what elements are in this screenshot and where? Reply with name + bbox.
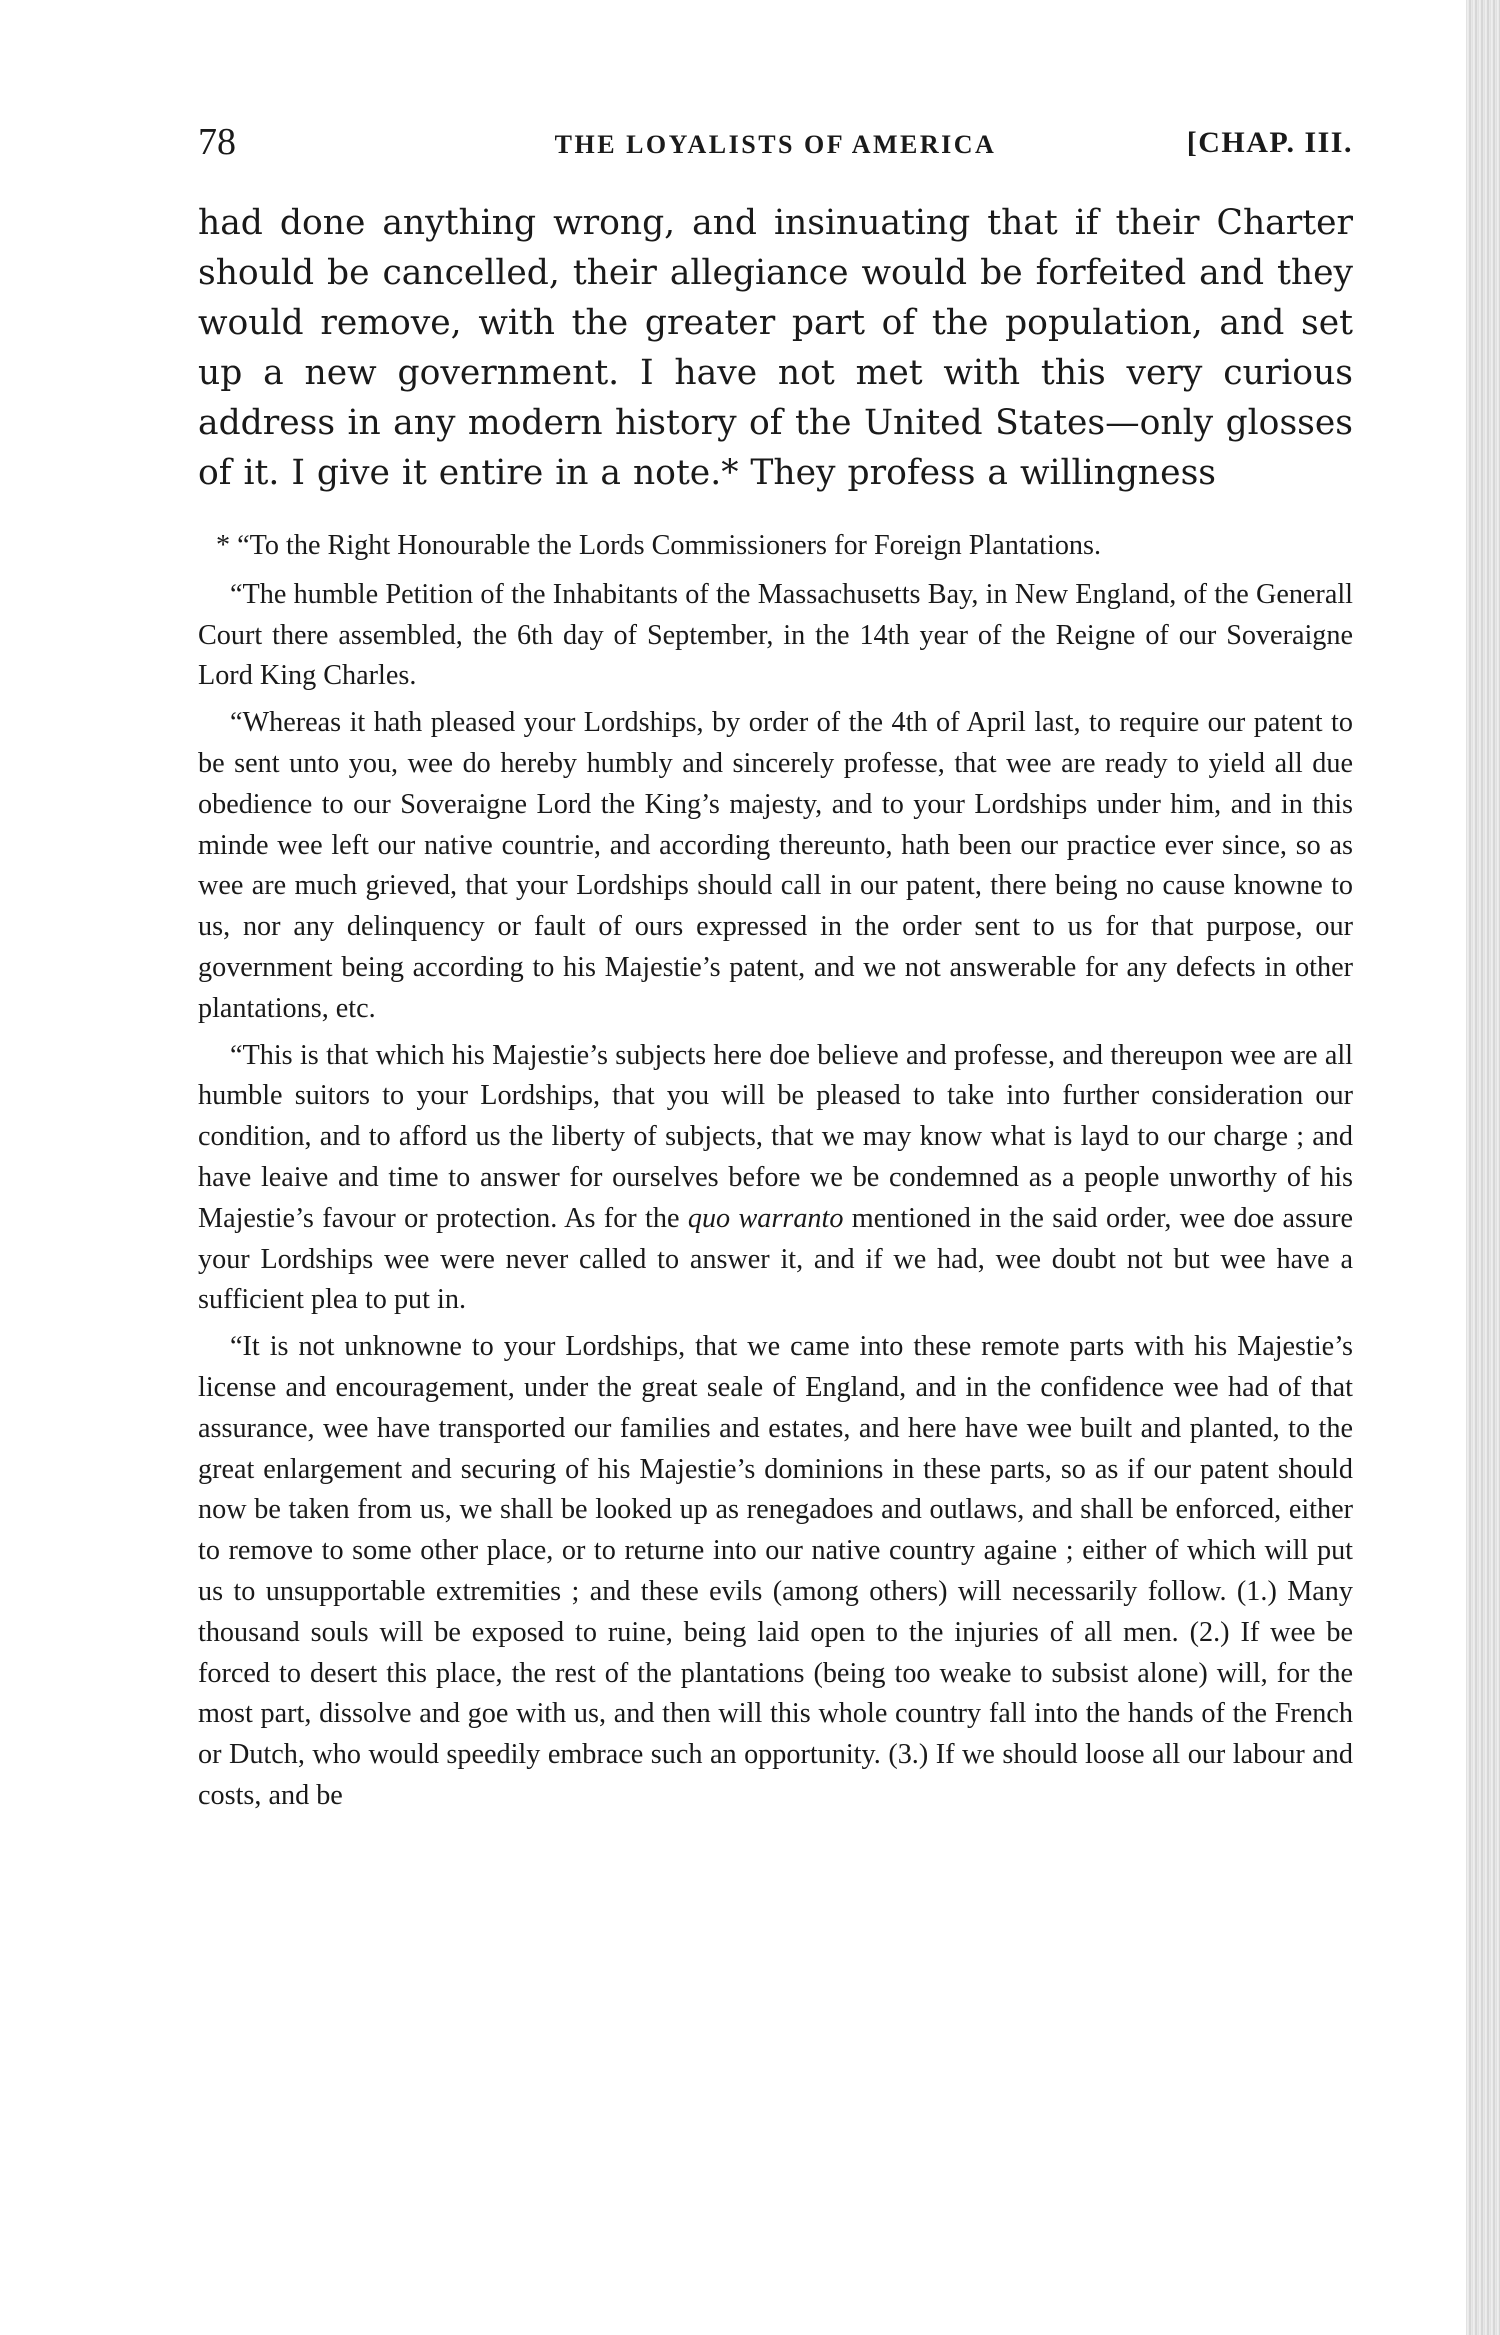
footnote-paragraph-1: “The humble Petition of the Inhabitants of the Massachusetts Bay, in New England, of the Generall Court there assembled, the 6th day of September, in the 14th year of the Reigne of our Soveraigne Lord King Charles. [198, 578, 1353, 692]
footnote-paragraph-3-end: mentioned in the said order, wee doe assure your Lordships wee were never called to answer it, and if we had, wee doubt not but wee have a sufficient plea to put in. [198, 1202, 1353, 1316]
footnote-italic-term: quo warranto [687, 1202, 844, 1234]
footnote-heading: * “To the Right Honourable the Lords Commissioners for Foreign Plantations. [216, 530, 1102, 561]
main-paragraph: had done anything wrong, and insinuating that if their Charter should be cancelled, their allegiance would be forfeited and they would remove, with the greater part of the population, and set up a new government. I have not met with this very curious address in any modern history of the United States—only glosses of it. I give it entire in a note.* They profess a willingness [198, 203, 1353, 493]
footnote-paragraph-3-start: “This is that which his Majestie’s subjects here doe believe and professe, and thereupon wee are all humble suitors to your Lordships, that you will be pleased to take into further consideration our condition, and to afford us the liberty of subjects, that we may know what is layd to our charge ; and have leaive and time to answer for ourselves before we be condemned as a people unworthy of his Majestie’s favour or protection. As for the [198, 1039, 1353, 1234]
running-head [198, 120, 1353, 180]
scan-edge-shadow [1466, 0, 1500, 2335]
book-page [198, 120, 1353, 1823]
footnote [198, 526, 1353, 1817]
running-title: THE LOYALISTS OF AMERICA [554, 130, 997, 159]
chapter-label: [CHAP. III. [1186, 126, 1353, 159]
main-text [198, 198, 1353, 498]
page-number: 78 [198, 121, 236, 163]
footnote-paragraph-2: “Whereas it hath pleased your Lordships, by order of the 4th of April last, to require our patent to be sent unto you, wee do hereby humbly and sincerely professe, that wee are ready to yield all due obedience to our Soveraigne Lord the King’s majesty, and to your Lordships under him, and in this minde wee left our native countrie, and according thereunto, hath been our practice ever since, so as wee are much grieved, that your Lordships should call in our patent, there being no cause knowne to us, nor any delinquency or fault of ours expressed in the order sent to us for that purpose, our government being according to his Majestie’s patent, and we not answerable for any defects in other plantations, etc. [198, 707, 1353, 1024]
footnote-paragraph-4: “It is not unknowne to your Lordships, that we came into these remote parts with his Majestie’s license and encouragement, under the great seale of England, and in the confidence wee had of that assurance, wee have transported our families and estates, and here have wee built and planted, to the great enlargement and securing of his Majestie’s dominions in these parts, so as if our patent should now be taken from us, we shall be looked up as renegadoes and outlaws, and shall be enforced, either to remove to some other place, or to returne into our native country againe ; either of which will put us to unsupportable extremities ; and these evils (among others) will necessarily follow. (1.) Many thousand souls will be exposed to ruine, being laid open to the injuries of all men. (2.) If wee be forced to desert this place, the rest of the plantations (being too weake to subsist alone) will, for the most part, dissolve and goe with us, and then will this whole country fall into the hands of the French or Dutch, who would speedily embrace such an opportunity. (3.) If we should loose all our labour and costs, and be [198, 1331, 1353, 1811]
footnote-paragraph-3 [198, 1036, 1353, 1322]
